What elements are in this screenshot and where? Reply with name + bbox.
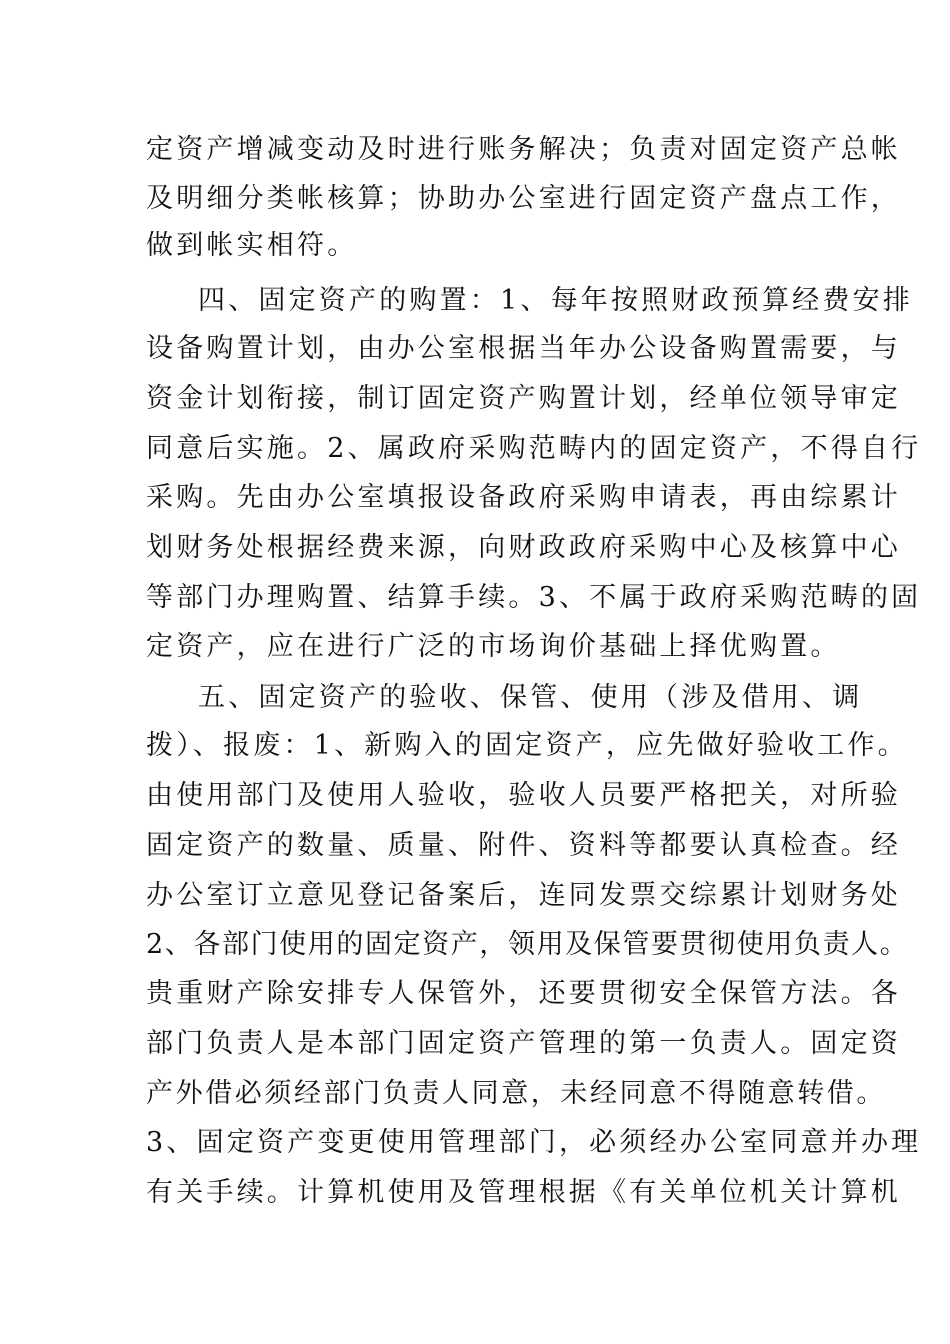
text-line: 拨）、报废：1、新购入的固定资产，应先做好验收工作。 [146, 730, 908, 761]
text-line: 固定资产的数量、质量、附件、资料等都要认真检查。经 [146, 830, 901, 861]
text-line: 有关手续。计算机使用及管理根据《有关单位机关计算机 [146, 1177, 901, 1208]
text-line: 等部门办理购置、结算手续。3、不属于政府采购范畴的固 [146, 582, 922, 613]
text-line: 定资产，应在进行广泛的市场询价基础上择优购置。 [146, 631, 841, 662]
text-line: 采购。先由办公室填报设备政府采购申请表，再由综累计 [146, 482, 901, 513]
text-line: 定资产增减变动及时进行账务解决；负责对固定资产总帐 [146, 134, 901, 165]
text-line: 由使用部门及使用人验收，验收人员要严格把关，对所验 [146, 780, 901, 811]
text-line: 及明细分类帐核算；协助办公室进行固定资产盘点工作， [146, 183, 901, 214]
text-line: 产外借必须经部门负责人同意，未经同意不得随意转借。 [146, 1078, 886, 1109]
paragraph-first-line: 四、固定资产的购置：1、每年按照财政预算经费安排 [198, 285, 913, 316]
text-line: 部门负责人是本部门固定资产管理的第一负责人。固定资 [146, 1028, 901, 1059]
paragraph-first-line: 五、固定资产的验收、保管、使用（涉及借用、调 [198, 682, 863, 713]
text-line: 办公室订立意见登记备案后，连同发票交综累计划财务处 [146, 880, 901, 911]
text-line: 3、固定资产变更使用管理部门，必须经办公室同意并办理 [146, 1127, 922, 1158]
text-line: 贵重财产除安排专人保管外，还要贯彻安全保管方法。各 [146, 978, 901, 1009]
text-line: 做到帐实相符。 [146, 230, 358, 261]
text-line: 同意后实施。2、属政府采购范畴内的固定资产，不得自行 [146, 433, 922, 464]
text-line: 设备购置计划，由办公室根据当年办公设备购置需要，与 [146, 333, 901, 364]
text-line: 2、各部门使用的固定资产，领用及保管要贯彻使用负责人。 [146, 929, 909, 960]
text-line: 资金计划衔接，制订固定资产购置计划，经单位领导审定 [146, 383, 901, 414]
text-line: 划财务处根据经费来源，向财政政府采购中心及核算中心 [146, 532, 901, 563]
